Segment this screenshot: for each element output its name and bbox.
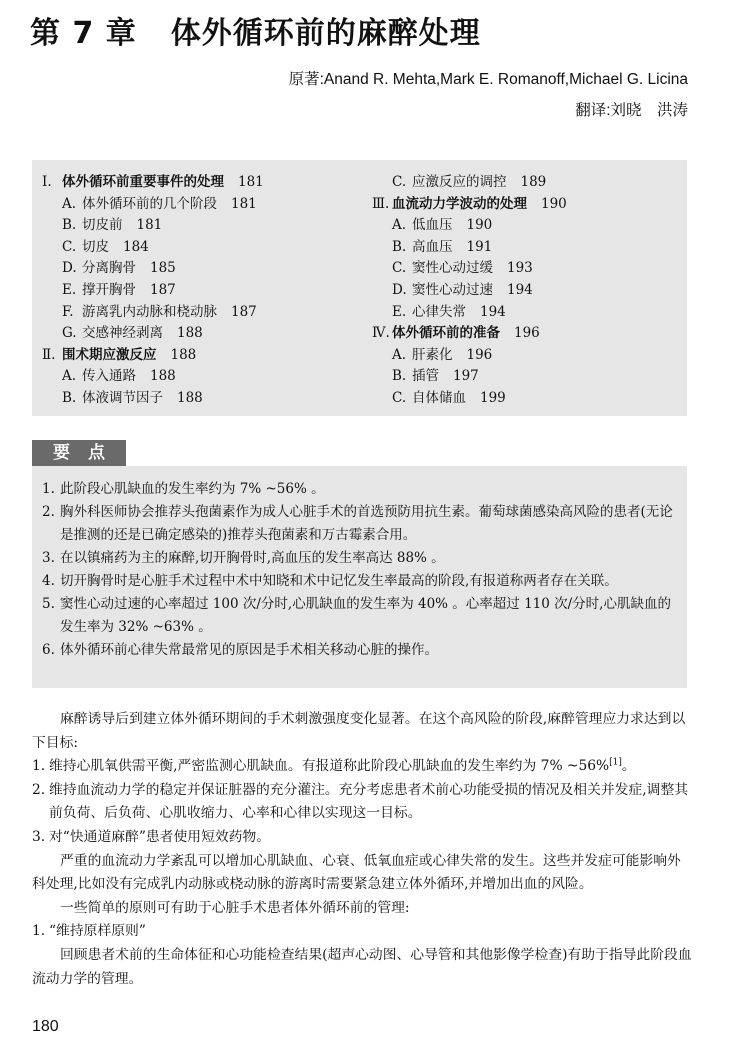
- toc-page-number: 194: [507, 281, 533, 298]
- key-point-number: 4.: [42, 573, 55, 589]
- toc-subsection: [42, 215, 264, 237]
- key-points-box: [32, 466, 687, 688]
- toc-marker: G.: [62, 325, 77, 342]
- toc-entry-text: 高血压: [412, 238, 453, 255]
- toc-entry-text: 窦性心动过缓: [412, 260, 493, 277]
- toc-subsection: [42, 194, 264, 216]
- toc-entry-text: 体外循环前的准备: [392, 325, 500, 342]
- toc-entry-text: 切皮前: [82, 217, 123, 234]
- toc-marker: Ⅳ.: [372, 325, 390, 342]
- body-paragraph: 麻醉诱导后到建立体外循环期间的手术刺激强度变化显著。在这个高风险的阶段,麻醉管理应力求达到以下目标:: [32, 711, 686, 751]
- toc-entry-text: 心律失常: [412, 303, 466, 320]
- toc-subsection: [42, 388, 264, 410]
- toc-marker: B.: [62, 389, 77, 406]
- toc-entry-text: 窦性心动过速: [412, 281, 493, 298]
- key-point-text: 胸外科医师协会推荐头孢菌素作为成人心脏手术的首选预防用抗生素。葡萄球菌感染高风险的患者(无论是推测的还是已确定感染的)推荐头孢菌素和万古霉素合用。: [60, 504, 673, 543]
- citation-reference: [1]: [609, 757, 622, 768]
- key-point-number: 5.: [42, 596, 55, 612]
- body-paragraph: 严重的血流动力学紊乱可以增加心肌缺血、心衰、低氧血症或心律失常的发生。这些并发症可能影响外科处理,比如没有完成乳内动脉或桡动脉的游离时需要紧急建立体外循环,并增加出血的风险。: [32, 852, 681, 893]
- toc-subsection: [42, 302, 264, 324]
- toc-page-number: 190: [541, 195, 567, 212]
- toc-subsection: [42, 258, 264, 280]
- key-point-text: 此阶段心肌缺血的发生率约为 7% ~56% 。: [60, 481, 325, 497]
- goal-number: 1.: [32, 758, 46, 775]
- toc-subsection: [372, 172, 567, 194]
- toc-section: [372, 323, 567, 345]
- toc-marker: C.: [392, 389, 407, 406]
- toc-marker: F.: [62, 303, 74, 320]
- toc-page-number: 190: [466, 217, 493, 234]
- toc-entry-text: 撑开胸骨: [82, 281, 136, 298]
- toc-section: [372, 194, 567, 216]
- toc-entry-text: 血流动力学波动的处理: [392, 195, 527, 212]
- toc-page-number: 184: [123, 238, 149, 255]
- toc-page-number: 196: [514, 325, 540, 342]
- key-point-item: [42, 501, 678, 547]
- toc-page-number: 189: [520, 174, 547, 190]
- toc-marker: E.: [392, 303, 407, 320]
- key-point-number: 2.: [42, 504, 55, 520]
- toc-page-number: 199: [480, 389, 506, 406]
- toc-section: [42, 345, 264, 367]
- toc-page-number: 188: [170, 346, 197, 363]
- toc-section: [42, 172, 264, 194]
- toc-left-column: [42, 172, 264, 410]
- chapter-title: [30, 8, 481, 52]
- toc-marker: Ⅲ.: [372, 195, 390, 212]
- toc-marker: B.: [392, 238, 407, 255]
- toc-page-number: 193: [507, 260, 533, 277]
- toc-page-number: 194: [480, 303, 506, 320]
- chapter-number: 第 7 章: [30, 16, 137, 51]
- toc-marker: Ⅰ.: [42, 174, 52, 190]
- toc-subsection: [372, 388, 567, 410]
- toc-subsection: [42, 323, 264, 345]
- toc-entry-text: 应激反应的调控: [412, 174, 507, 190]
- toc-marker: B.: [62, 217, 77, 234]
- toc-entry-text: 插管: [412, 368, 439, 385]
- toc-subsection: [372, 237, 567, 259]
- key-point-item: [42, 547, 678, 570]
- goal-number: 2.: [32, 781, 46, 798]
- toc-marker: A.: [392, 346, 407, 363]
- toc-marker: A.: [62, 195, 77, 212]
- page-number: 180: [32, 1018, 59, 1035]
- toc-entry-text: 传入通路: [82, 368, 136, 385]
- toc-page-number: 181: [238, 174, 264, 190]
- toc-entry-text: 交感神经剥离: [82, 325, 163, 342]
- goal-text-end: 。: [621, 758, 636, 775]
- toc-subsection: [42, 280, 264, 302]
- toc-subsection: [372, 366, 567, 388]
- key-point-number: 1.: [42, 481, 55, 497]
- key-points-list: [42, 478, 678, 662]
- toc-marker: B.: [392, 368, 407, 385]
- key-point-text: 切开胸骨时是心脏手术过程中术中知晓和术中记忆发生率最高的阶段,有报道称两者存在关联。: [60, 573, 618, 589]
- toc-page-number: 181: [231, 195, 257, 212]
- principle-text: “维持原样原则”: [49, 923, 146, 940]
- principle-item: [32, 920, 692, 944]
- key-point-item: [42, 478, 678, 501]
- toc-marker: D.: [392, 281, 407, 298]
- goal-number: 3.: [32, 828, 46, 845]
- toc-entry-text: 切皮: [82, 238, 109, 255]
- toc-marker: A.: [62, 368, 77, 385]
- toc-marker: E.: [62, 281, 77, 298]
- toc-marker: C.: [392, 260, 407, 277]
- toc-marker: C.: [62, 238, 77, 255]
- key-point-text: 窦性心动过速的心率超过 100 次/分时,心肌缺血的发生率为 40% 。心率超过 110 次/分时,心肌缺血的发生率为 32% ~63% 。: [60, 596, 671, 635]
- principle-number: 1.: [32, 923, 46, 940]
- toc-entry-text: 自体储血: [412, 389, 466, 406]
- toc-page-number: 181: [136, 217, 163, 234]
- key-point-number: 3.: [42, 550, 55, 566]
- toc-subsection: [372, 280, 567, 302]
- key-point-item: [42, 639, 678, 662]
- goal-item: [32, 826, 692, 850]
- toc-subsection: [372, 302, 567, 324]
- key-points-header: 要点: [32, 440, 126, 466]
- toc-marker: A.: [392, 217, 407, 234]
- goal-text: 维持心肌氧供需平衡,严密监测心肌缺血。有报道称此阶段心肌缺血的发生率约为 7% ~56%: [49, 758, 610, 775]
- goal-item: [32, 755, 692, 779]
- toc-entry-text: 围术期应激反应: [62, 346, 157, 363]
- toc-entry-text: 低血压: [412, 217, 453, 234]
- toc-page-number: 187: [150, 281, 176, 298]
- toc-page-number: 185: [150, 260, 176, 277]
- toc-page-number: 187: [231, 303, 257, 320]
- toc-entry-text: 体外循环前的几个阶段: [82, 195, 217, 212]
- goal-text: 维持血流动力学的稳定并保证脏器的充分灌注。充分考虑患者术前心功能受损的情况及相关并发症,调整其前负荷、后负荷、心肌收缩力、心率和心律以实现这一目标。: [49, 781, 689, 822]
- toc-subsection: [372, 258, 567, 280]
- toc-subsection: [42, 366, 264, 388]
- toc-page-number: 188: [177, 325, 203, 342]
- translators-line: 翻译:刘晓 洪涛: [575, 102, 688, 119]
- toc-page-number: 197: [453, 368, 479, 385]
- toc-page-number: 191: [466, 238, 493, 255]
- toc-subsection: [372, 345, 567, 367]
- toc-subsection: [372, 215, 567, 237]
- body-text: [32, 708, 692, 991]
- goal-item: [32, 779, 692, 826]
- key-point-text: 体外循环前心律失常最常见的原因是手术相关移动心脏的操作。: [60, 642, 438, 658]
- goal-text: 对“快通道麻醉”患者使用短效药物。: [49, 828, 271, 845]
- toc-entry-text: 体液调节因子: [82, 389, 163, 406]
- table-of-contents: [32, 160, 687, 416]
- toc-subsection: [42, 237, 264, 259]
- key-point-text: 在以镇痛药为主的麻醉,切开胸骨时,高血压的发生率高达 88% 。: [60, 550, 445, 566]
- key-point-item: [42, 570, 678, 593]
- toc-marker: D.: [62, 260, 77, 277]
- key-point-number: 6.: [42, 642, 55, 658]
- body-paragraph: 回顾患者术前的生命体征和心功能检查结果(超声心动图、心导管和其他影像学检查)有助于指导此阶段血流动力学的管理。: [32, 946, 692, 987]
- toc-entry-text: 肝素化: [412, 346, 453, 363]
- toc-marker: C.: [392, 174, 407, 190]
- toc-entry-text: 体外循环前重要事件的处理: [62, 174, 224, 190]
- toc-page-number: 188: [150, 368, 176, 385]
- toc-entry-text: 游离乳内动脉和桡动脉: [82, 303, 217, 320]
- chapter-title-text: 体外循环前的麻醉处理: [170, 16, 481, 51]
- toc-entry-text: 分离胸骨: [82, 260, 136, 277]
- toc-page-number: 188: [177, 389, 203, 406]
- toc-marker: Ⅱ.: [42, 346, 56, 363]
- body-paragraph: 一些简单的原则可有助于心脏手术患者体外循环前的管理:: [60, 899, 410, 916]
- toc-right-column: [372, 172, 567, 410]
- key-point-item: [42, 593, 678, 639]
- toc-page-number: 196: [466, 346, 493, 363]
- authors-line: 原著:Anand R. Mehta,Mark E. Romanoff,Michael G. Licina: [288, 71, 688, 88]
